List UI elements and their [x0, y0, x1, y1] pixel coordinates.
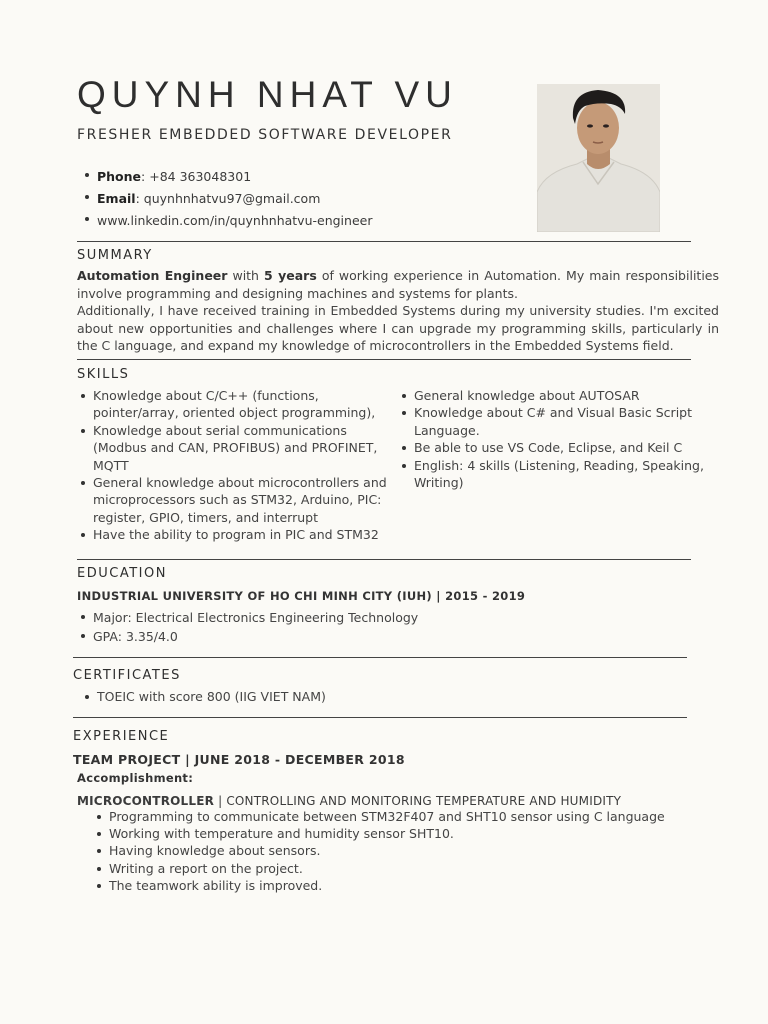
experience-heading: EXPERIENCE — [73, 729, 170, 744]
education-list — [77, 608, 418, 646]
phone-label: Phone — [97, 169, 142, 184]
experience-item: Having knowledge about sensors. — [93, 842, 665, 859]
experience-item: The teamwork ability is improved. — [93, 877, 665, 894]
skills-list-left — [77, 387, 397, 544]
skill-item: Knowledge about serial communications (Modbus and CAN, PROFIBUS) and PROFINET, MQTT — [77, 422, 397, 474]
contact-email[interactable] — [81, 188, 372, 210]
email-value[interactable]: : quynhnhatvu97@gmail.com — [135, 191, 321, 206]
education-item: Major: Electrical Electronics Engineering Technology — [77, 608, 418, 627]
summary-role: Automation Engineer — [77, 268, 228, 283]
project-topic — [77, 793, 621, 808]
phone-value: : +84 363048301 — [141, 169, 252, 184]
skill-item: Knowledge about C# and Visual Basic Script Language. — [398, 404, 713, 439]
topic-bold: MICROCONTROLLER — [77, 794, 215, 808]
person-portrait-icon — [537, 84, 660, 232]
skills-heading: SKILLS — [77, 367, 130, 382]
certificate-item: TOEIC with score 800 (IIG VIET NAM) — [81, 688, 326, 706]
education-item: GPA: 3.35/4.0 — [77, 627, 418, 646]
school-name: INDUSTRIAL UNIVERSITY OF HO CHI MINH CITY (IUH) | 2015 - 2019 — [77, 589, 526, 603]
topic-rest: | CONTROLLING AND MONITORING TEMPERATURE AND HUMIDITY — [214, 794, 622, 808]
divider — [77, 559, 691, 560]
summary-fragment: with — [227, 268, 265, 283]
summary-fragment: of working experience in Automation. My main responsibilities involve programming and designing machines and systems for plants. — [77, 268, 719, 301]
summary-text — [77, 267, 719, 355]
education-heading: EDUCATION — [77, 566, 167, 581]
skill-item: General knowledge about AUTOSAR — [398, 387, 713, 404]
accomplishment-label: Accomplishment: — [77, 771, 194, 785]
profile-photo — [537, 84, 660, 232]
divider — [77, 241, 691, 242]
certificates-list — [81, 688, 326, 706]
summary-heading: SUMMARY — [77, 248, 153, 263]
skills-list-right — [398, 387, 713, 491]
job-title: FRESHER EMBEDDED SOFTWARE DEVELOPER — [77, 127, 453, 143]
skill-item: Be able to use VS Code, Eclipse, and Keil C — [398, 439, 713, 456]
summary-paragraph-2: Additionally, I have received training in Embedded Systems during my university studies. I'm excited about new opportunities and challenges where I can upgrade my programming skills, particularly in the C language, and expand my knowledge of microcontrollers in the Embedded Systems field. — [77, 303, 719, 353]
divider — [73, 657, 687, 658]
linkedin-link[interactable]: www.linkedin.com/in/quynhnhatvu-engineer — [97, 213, 373, 228]
experience-item: Programming to communicate between STM32F407 and SHT10 sensor using C language — [93, 808, 665, 825]
candidate-name: QUYNH NHAT VU — [77, 74, 458, 115]
contact-phone — [81, 166, 372, 188]
skill-item: Knowledge about C/C++ (functions, pointer/array, oriented object programming), — [77, 387, 397, 422]
experience-item: Working with temperature and humidity sensor SHT10. — [93, 825, 665, 842]
summary-years: 5 years — [264, 268, 317, 283]
divider — [73, 717, 687, 718]
certificates-heading: CERTIFICATES — [73, 668, 181, 683]
project-title: TEAM PROJECT | JUNE 2018 - DECEMBER 2018 — [73, 752, 405, 767]
divider — [77, 359, 691, 360]
skill-item: General knowledge about microcontrollers and microprocessors such as STM32, Arduino, PIC: register, GPIO, timers, and interrupt — [77, 474, 397, 526]
skill-item: English: 4 skills (Listening, Reading, Speaking, Writing) — [398, 457, 713, 492]
skill-item: Have the ability to program in PIC and STM32 — [77, 526, 397, 543]
experience-item: Writing a report on the project. — [93, 860, 665, 877]
contact-linkedin[interactable] — [81, 210, 372, 232]
experience-list — [93, 808, 665, 894]
contact-list — [81, 166, 372, 232]
email-label: Email — [97, 191, 136, 206]
